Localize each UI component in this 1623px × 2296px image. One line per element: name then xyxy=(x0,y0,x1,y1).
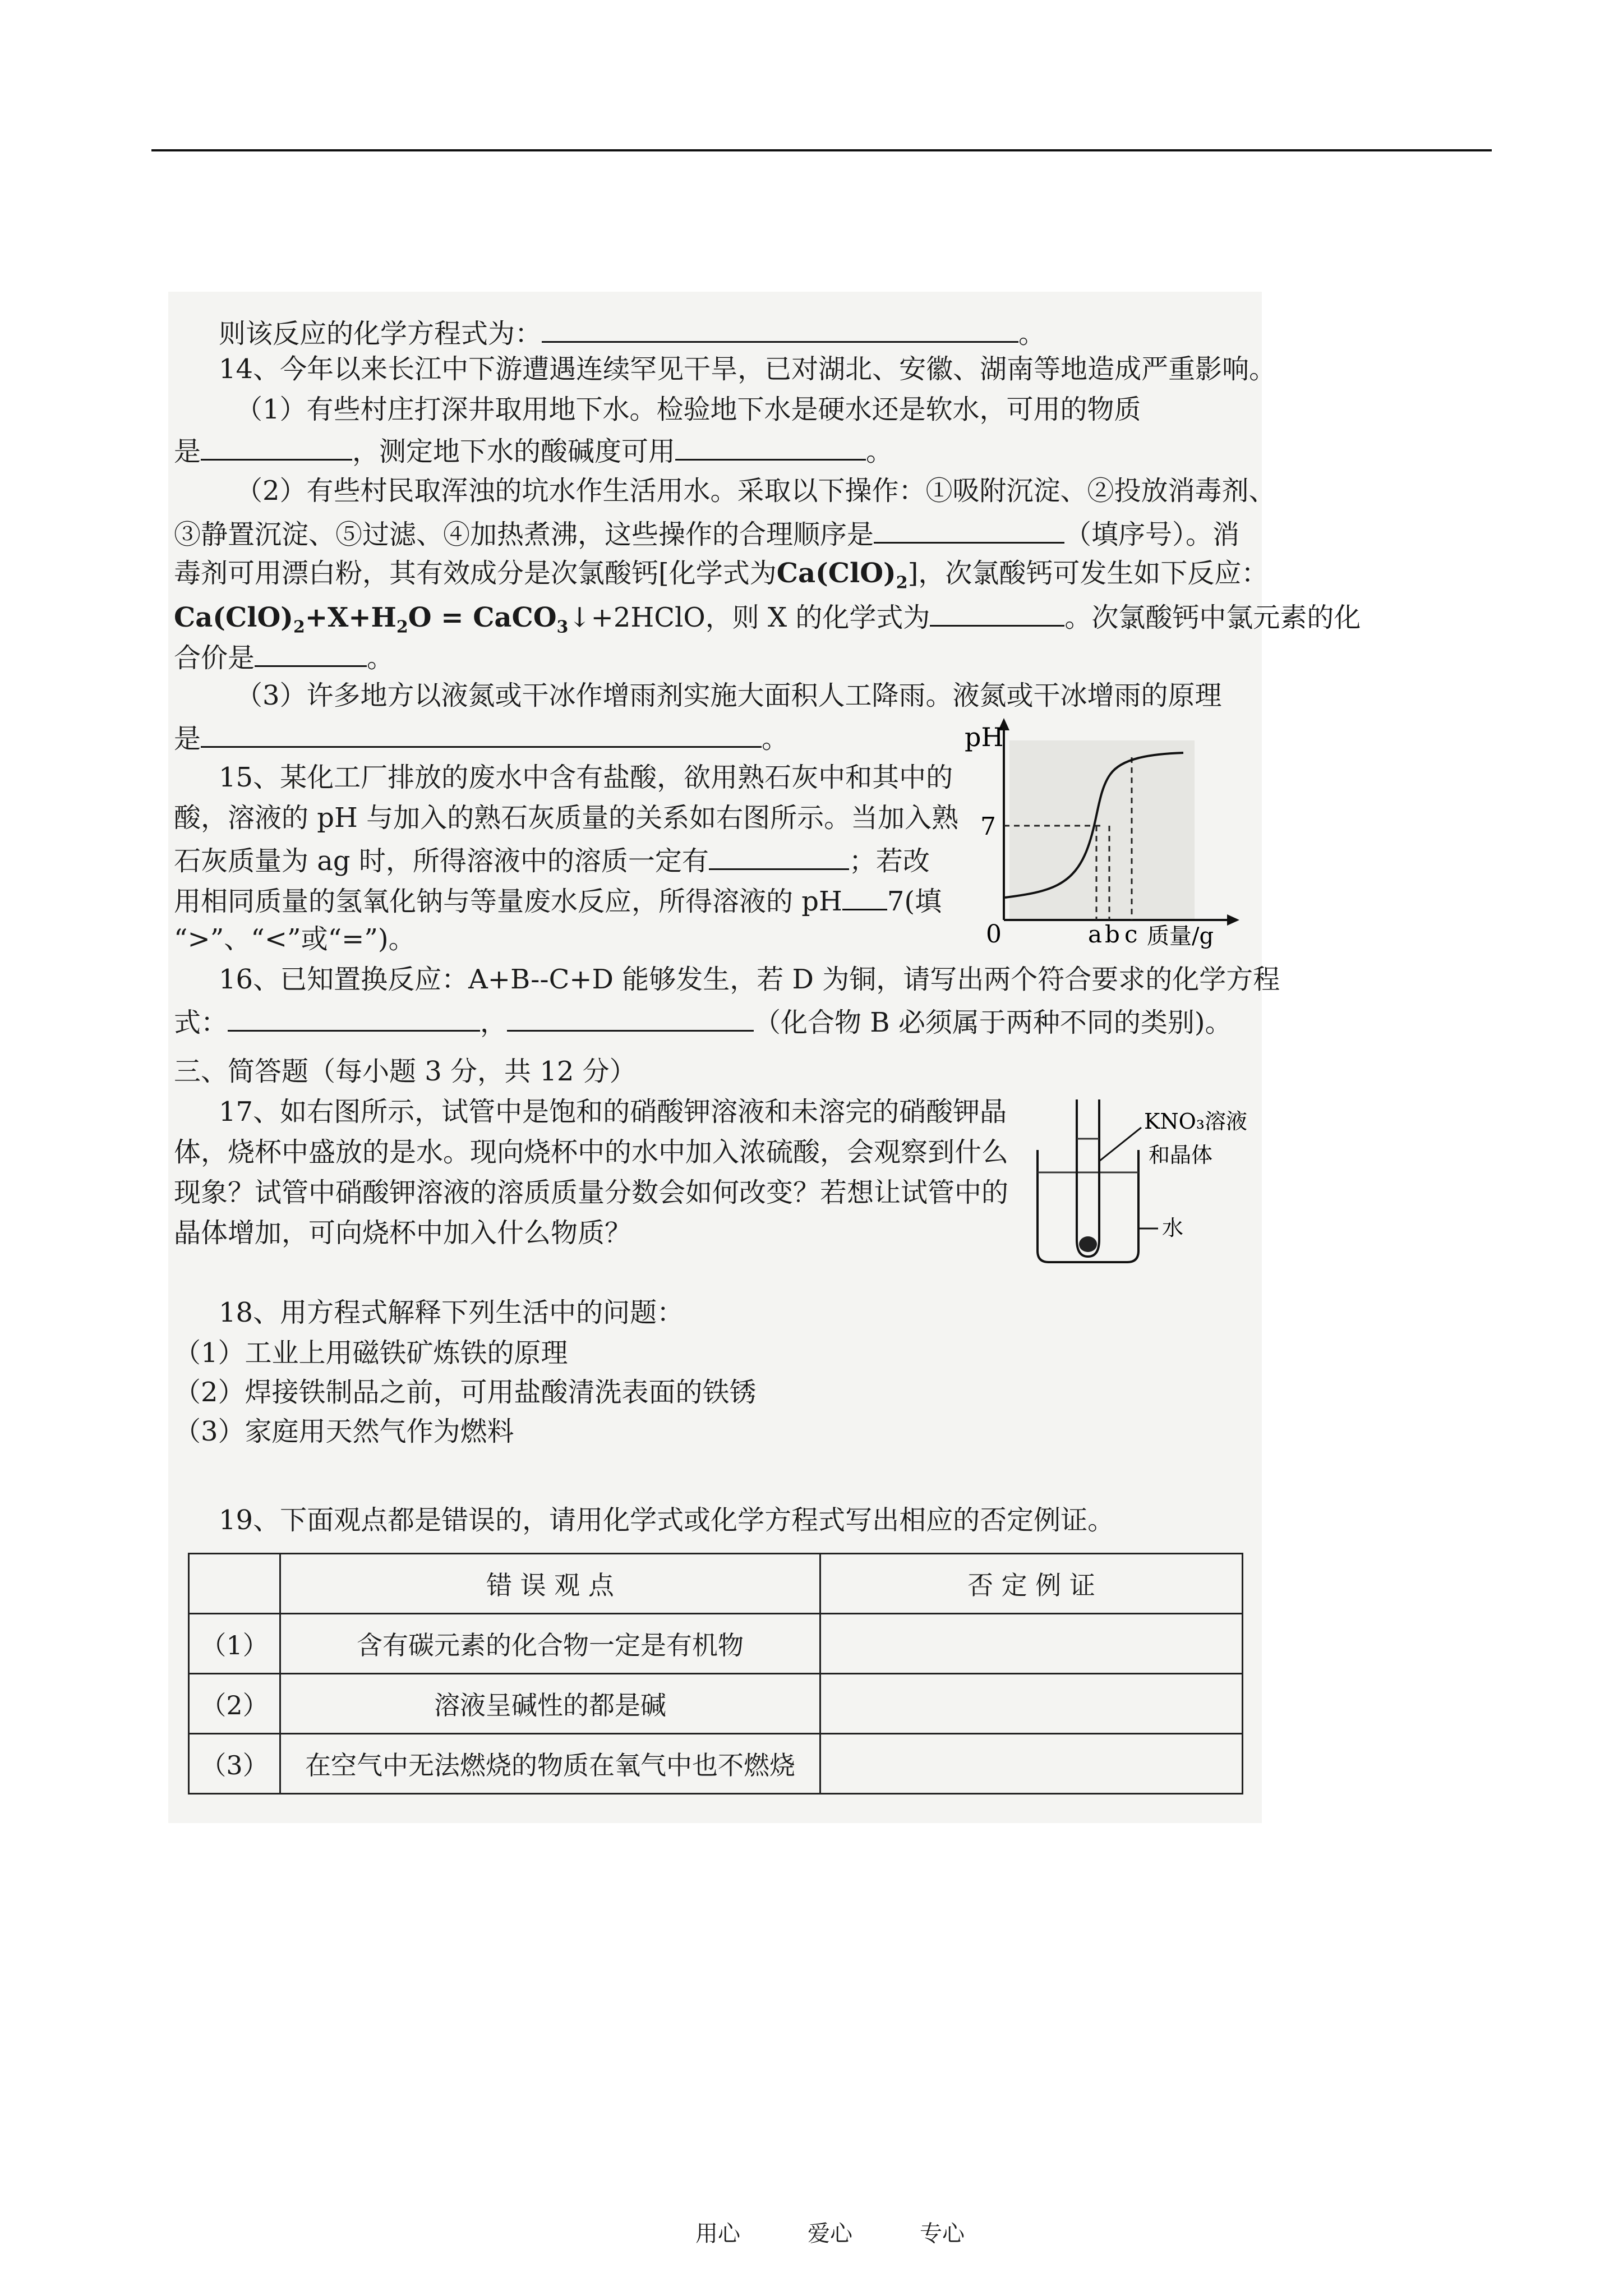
x-axis-arrow xyxy=(1227,914,1239,926)
table-row xyxy=(189,1734,1243,1794)
table-header-cell: 否 定 例 证 xyxy=(820,1554,1243,1614)
table-row xyxy=(189,1614,1243,1674)
x-axis-label: 质量/g xyxy=(1147,923,1214,949)
kno3-label: KNO₃溶液 xyxy=(1144,1109,1248,1134)
q16-answer-line: 式： ， （化合物 B 必须属于两种不同的类别)。 xyxy=(174,1003,1232,1039)
q16-text-a: 16、已知置换反应：A+B--C+D 能够发生，若 D 为铜，请写出两个符合要求的化学方程 xyxy=(219,964,1280,995)
q14-2-equation: $Ca(ClO)_2+X+H_2O$ = CaCO$_3$↓+2HClO，则 X 的化学式为 。次氯酸钙中氯元素的化 xyxy=(174,598,1361,634)
footer-word: 专心 xyxy=(920,2221,965,2247)
q17-text-a: 17、如右图所示，试管中是饱和的硝酸钾溶液和未溶完的硝酸钾晶 xyxy=(219,1096,1007,1128)
y-axis-label: pH xyxy=(965,722,1004,752)
counterexample-cell[interactable] xyxy=(820,1614,1243,1674)
table-header-row xyxy=(189,1554,1243,1614)
tick-a-label: a xyxy=(1088,921,1103,948)
counterexample-cell[interactable] xyxy=(820,1734,1243,1794)
answer-blank[interactable] xyxy=(507,1003,754,1032)
answer-blank[interactable] xyxy=(542,314,1018,343)
wrong-view-cell: 溶液呈碱性的都是碱 xyxy=(280,1674,820,1734)
q15-text-b: 酸，溶液的 pH 与加入的熟石灰质量的关系如右图所示。当加入熟 xyxy=(174,802,959,834)
q18-text: 18、用方程式解释下列生活中的问题： xyxy=(219,1297,684,1328)
q15-text-a: 15、某化工厂排放的废水中含有盐酸，欲用熟石灰中和其中的 xyxy=(219,762,953,793)
table-row xyxy=(189,1674,1243,1734)
wrong-view-cell: 在空气中无法燃烧的物质在氧气中也不燃烧 xyxy=(280,1734,820,1794)
answer-blank[interactable] xyxy=(228,1003,480,1032)
row-number: （2） xyxy=(189,1674,280,1734)
counterexample-cell[interactable] xyxy=(820,1674,1243,1734)
q14-3-answer-line: 是 。 xyxy=(174,719,789,756)
q17-text-b: 体，烧杯中盛放的是水。现向烧杯中的水中加入浓硫酸，会观察到什么 xyxy=(174,1137,1009,1168)
footer-word: 爱心 xyxy=(808,2221,852,2247)
table-header-cell xyxy=(189,1554,280,1614)
crystal-label: 和晶体 xyxy=(1149,1143,1213,1167)
q15-text-d: 用相同质量的氢氧化钠与等量废水反应，所得溶液的 pH 7(填 xyxy=(174,882,942,918)
section-3-heading: 三、简答题（每小题 3 分，共 12 分） xyxy=(174,1056,637,1087)
q13-answer-line: 则该反应的化学方程式为： 。 xyxy=(219,314,1045,351)
answer-blank[interactable] xyxy=(675,432,866,461)
q14-1-answer-line: 是 ，测定地下水的酸碱度可用 。 xyxy=(174,432,893,468)
origin-label: 0 xyxy=(986,920,1002,949)
test-tube-outline xyxy=(1077,1099,1099,1257)
answer-blank[interactable] xyxy=(930,598,1064,627)
q14-1-text: （1）有些村庄打深井取用地下水。检验地下水是硬水还是软水，可用的物质 xyxy=(236,394,1141,425)
q18-item-3: （3）家庭用天然气作为燃料 xyxy=(174,1416,514,1447)
test-tube-beaker-figure xyxy=(1021,1088,1256,1279)
table-header-cell: 错 误 观 点 xyxy=(280,1554,820,1614)
answer-blank[interactable] xyxy=(201,432,352,461)
answer-blank[interactable] xyxy=(709,841,849,870)
q15-text-e: “>”、“<”或“=”)。 xyxy=(174,923,416,955)
answer-blank[interactable] xyxy=(842,882,887,910)
q14-2-text-c: 毒剂可用漂白粉，其有效成分是次氯酸钙[化学式为$Ca(ClO)_2$]，次氯酸钙可发生如下反应： xyxy=(174,558,1269,593)
tick-b-label: b xyxy=(1105,921,1120,948)
q17-text-c: 现象？试管中硝酸钾溶液的溶质质量分数会如何改变？若想让试管中的 xyxy=(174,1177,1009,1208)
water-label: 水 xyxy=(1162,1216,1184,1240)
q14-2-text-e: 合价是 。 xyxy=(174,638,394,675)
ph-curve-graph xyxy=(953,712,1245,954)
q14-2-text-a: （2）有些村民取浑浊的坑水作生活用水。采取以下操作：①吸附沉淀、②投放消毒剂、 xyxy=(236,475,1276,507)
wrong-view-cell: 含有碳元素的化合物一定是有机物 xyxy=(280,1614,820,1674)
q14-stem: 14、今年以来长江中下游遭遇连续罕见干旱，已对湖北、安徽、湖南等地造成严重影响。 xyxy=(219,353,1276,385)
q19-table xyxy=(188,1553,1243,1795)
tick-7-label: 7 xyxy=(980,812,996,841)
q17-text-d: 晶体增加，可向烧杯中加入什么物质？ xyxy=(174,1217,632,1249)
q14-3-text: （3）许多地方以液氮或干冰作增雨剂实施大面积人工降雨。液氮或干冰增雨的原理 xyxy=(236,680,1222,711)
q15-text-c: 石灰质量为 ag 时，所得溶液中的溶质一定有 ；若改 xyxy=(174,841,930,878)
answer-blank[interactable] xyxy=(255,638,367,667)
q19-text: 19、下面观点都是错误的，请用化学式或化学方程式写出相应的否定例证。 xyxy=(219,1504,1115,1536)
crystals xyxy=(1079,1236,1097,1252)
q14-2-text-b: ③静置沉淀、⑤过滤、④加热煮沸，这些操作的合理顺序是 （填序号）。消 xyxy=(174,515,1239,551)
row-number: （1） xyxy=(189,1614,280,1674)
answer-blank[interactable] xyxy=(201,719,762,748)
q18-item-2: （2）焊接铁制品之前，可用盐酸清洗表面的铁锈 xyxy=(174,1377,757,1408)
label-pointer-1 xyxy=(1099,1128,1141,1161)
answer-blank[interactable] xyxy=(874,515,1064,544)
tick-c-label: c xyxy=(1124,921,1138,948)
page-footer xyxy=(695,2216,1032,2248)
q18-item-1: （1）工业上用磁铁矿炼铁的原理 xyxy=(174,1337,568,1369)
footer-word: 用心 xyxy=(695,2221,740,2247)
header-rule xyxy=(151,149,1492,151)
row-number: （3） xyxy=(189,1734,280,1794)
